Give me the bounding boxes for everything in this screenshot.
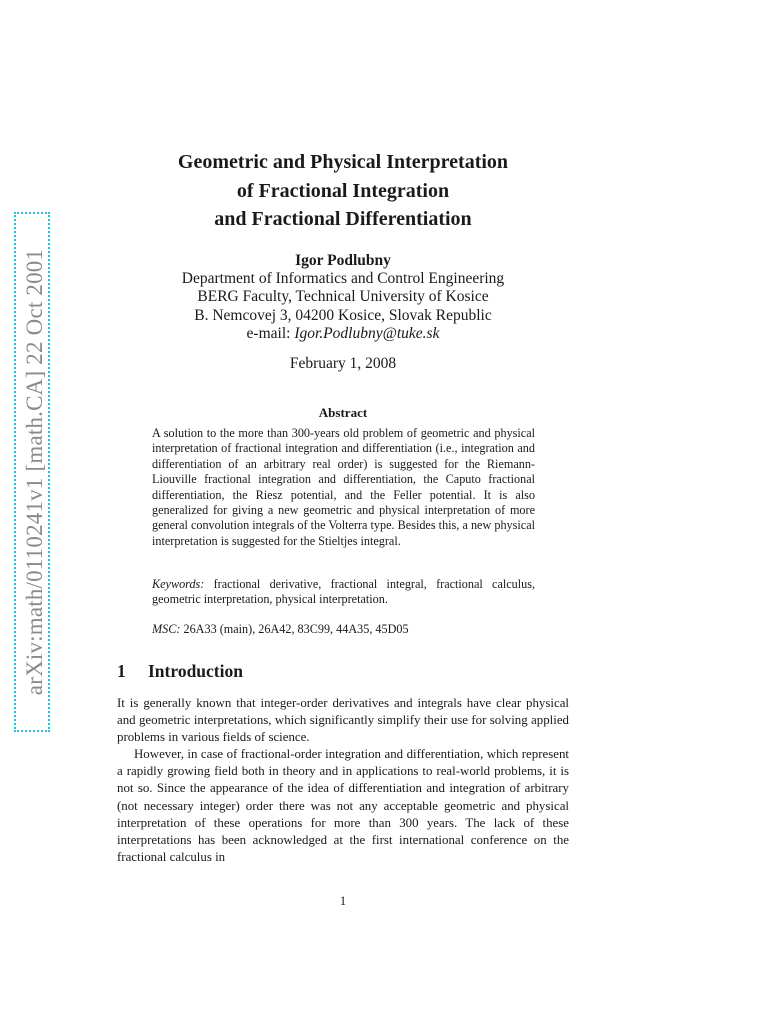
keywords [152, 577, 535, 608]
msc-text: 26A33 (main), 26A42, 83C99, 44A35, 45D05 [183, 622, 409, 636]
paragraph: However, in case of fractional-order integration and differentiation, which represent a rapidly growing field both in theory and in applications to real-world problems, it is not so. Since the appearance of the idea of differentiation and integration of arbitrary (not necessary integer) order there was not any acceptable geometric and physical interpretation of these operations for more than 300 years. The lack of these interpretations has been acknowledged at the first international conference on the fractional calculus in [117, 747, 569, 864]
keywords-label: Keywords: [152, 577, 205, 591]
abstract-text: A solution to the more than 300-years old problem of geometric and physical interpretation of fractional integration and differentiation (i.e., integration and differentiation of an arbitrary real order) is suggested for the Riemann-Liouville fractional integration and differentiation, the Caputo fractional differentiation, the Riesz potential, and the Feller potential. It is also generalized for giving a new geometric and physical interpretation of more general convolution integrals of the Volterra type. Besides this, a new physical interpretation is suggested for the Stieltjes integral. [152, 426, 535, 548]
msc-label: MSC: [152, 622, 181, 636]
page-number: 1 [339, 894, 347, 908]
arxiv-identifier[interactable]: arXiv:math/0110241v1 [math.CA] 22 Oct 2001 [22, 248, 47, 696]
paper-title [100, 148, 586, 234]
paper-date: February 1, 2008 [289, 355, 397, 372]
author-faculty: BERG Faculty, Technical University of Kosice [197, 288, 489, 306]
section-number: 1 [117, 661, 126, 681]
keywords-text: fractional derivative, fractional integral, fractional calculus, geometric interpretation, physical interpretation. [152, 577, 536, 607]
author-email-line [100, 325, 586, 343]
title-line-1: Geometric and Physical Interpretation [177, 151, 509, 173]
section-body [117, 695, 569, 866]
title-line-3: and Fractional Differentiation [214, 208, 472, 230]
email-address[interactable]: Igor.Podlubny@tuke.sk [294, 324, 440, 342]
author-address: B. Nemcovej 3, 04200 Kosice, Slovak Republic [194, 306, 492, 324]
title-line-2: of Fractional Integration [236, 179, 450, 202]
msc-codes [152, 622, 535, 637]
author-name: Igor Podlubny [295, 252, 391, 269]
section-title: Introduction [148, 661, 243, 681]
abstract-heading: Abstract [318, 405, 368, 420]
author-block [100, 252, 586, 343]
author-department: Department of Informatics and Control Engineering [181, 270, 505, 288]
paragraph: It is generally known that integer-order derivatives and integrals have clear physical and geometric interpretations, which significantly simplify their use for solving applied problems in various fields of science. [117, 696, 569, 745]
section-heading [117, 661, 243, 682]
email-label: e-mail: [246, 324, 291, 342]
